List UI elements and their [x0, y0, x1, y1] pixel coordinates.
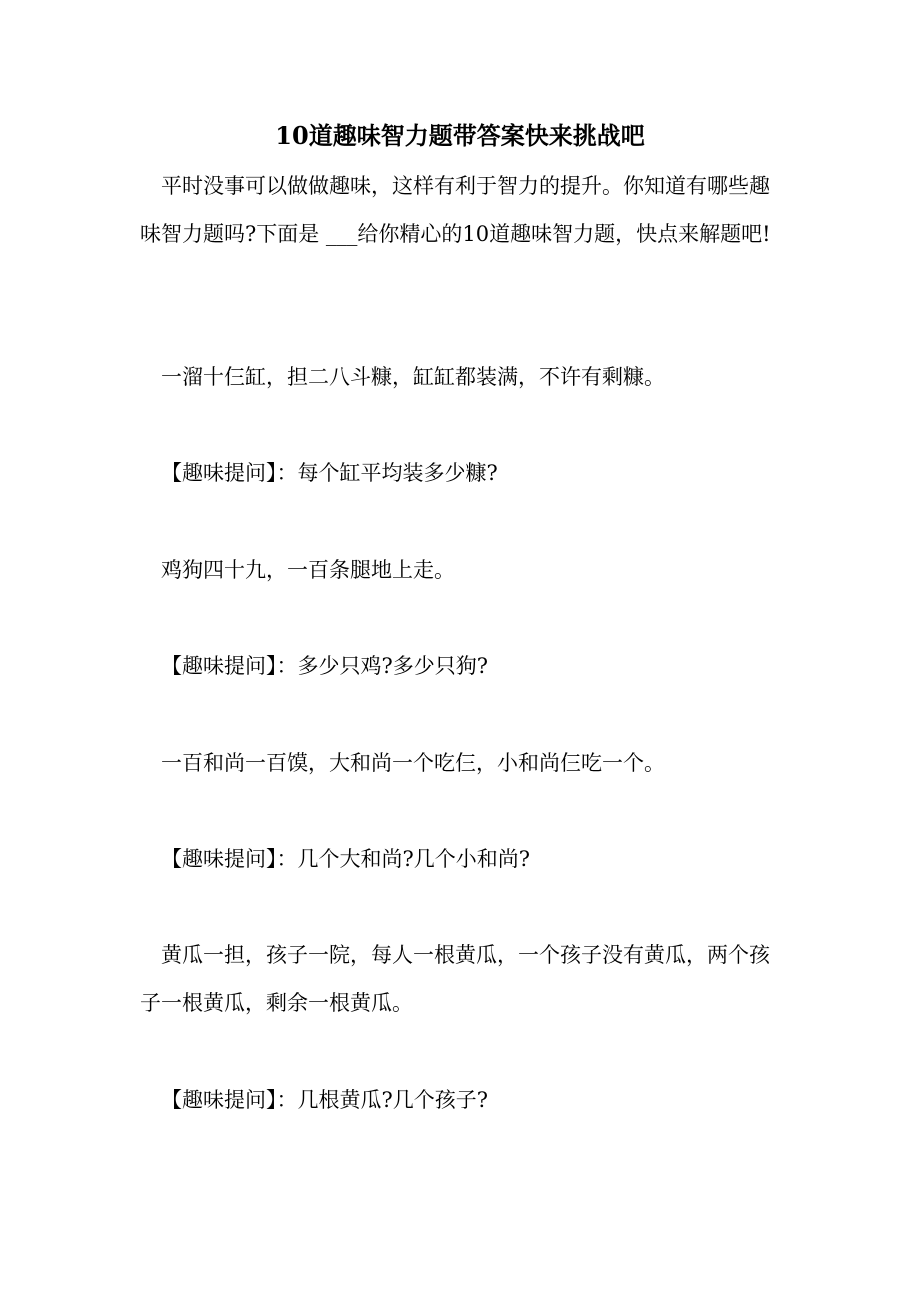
riddle-4-paragraph: 黄瓜一担，孩子一院，每人一根黄瓜，一个孩子没有黄瓜，两个孩子一根黄瓜，剩余一根黄瓜。 — [140, 943, 770, 1015]
riddle-4-question: 【趣味提问】：几根黄瓜?几个孩子? — [161, 1088, 489, 1112]
intro-paragraph: 平时没事可以做做趣味，这样有利于智力的提升。你知道有哪些趣味智力题吗?下面是 ___给你精心的10道趣味智力题，快点来解题吧! — [140, 174, 771, 246]
riddle-3-paragraph: 一百和尚一百馍，大和尚一个吃仨，小和尚仨吃一个。 — [161, 751, 665, 775]
riddle-3-question: 【趣味提问】：几个大和尚?几个小和尚? — [161, 847, 531, 871]
riddle-1-question: 【趣味提问】：每个缸平均装多少糠? — [161, 461, 498, 485]
riddle-2-question: 【趣味提问】：多少只鸡?多少只狗? — [161, 654, 489, 678]
document-title: 10道趣味智力题带答案快来挑战吧 — [275, 121, 645, 150]
riddle-1-paragraph: 一溜十仨缸，担二八斗糠，缸缸都装满，不许有剩糠。 — [161, 365, 665, 389]
riddle-2-paragraph: 鸡狗四十九，一百条腿地上走。 — [161, 558, 455, 582]
